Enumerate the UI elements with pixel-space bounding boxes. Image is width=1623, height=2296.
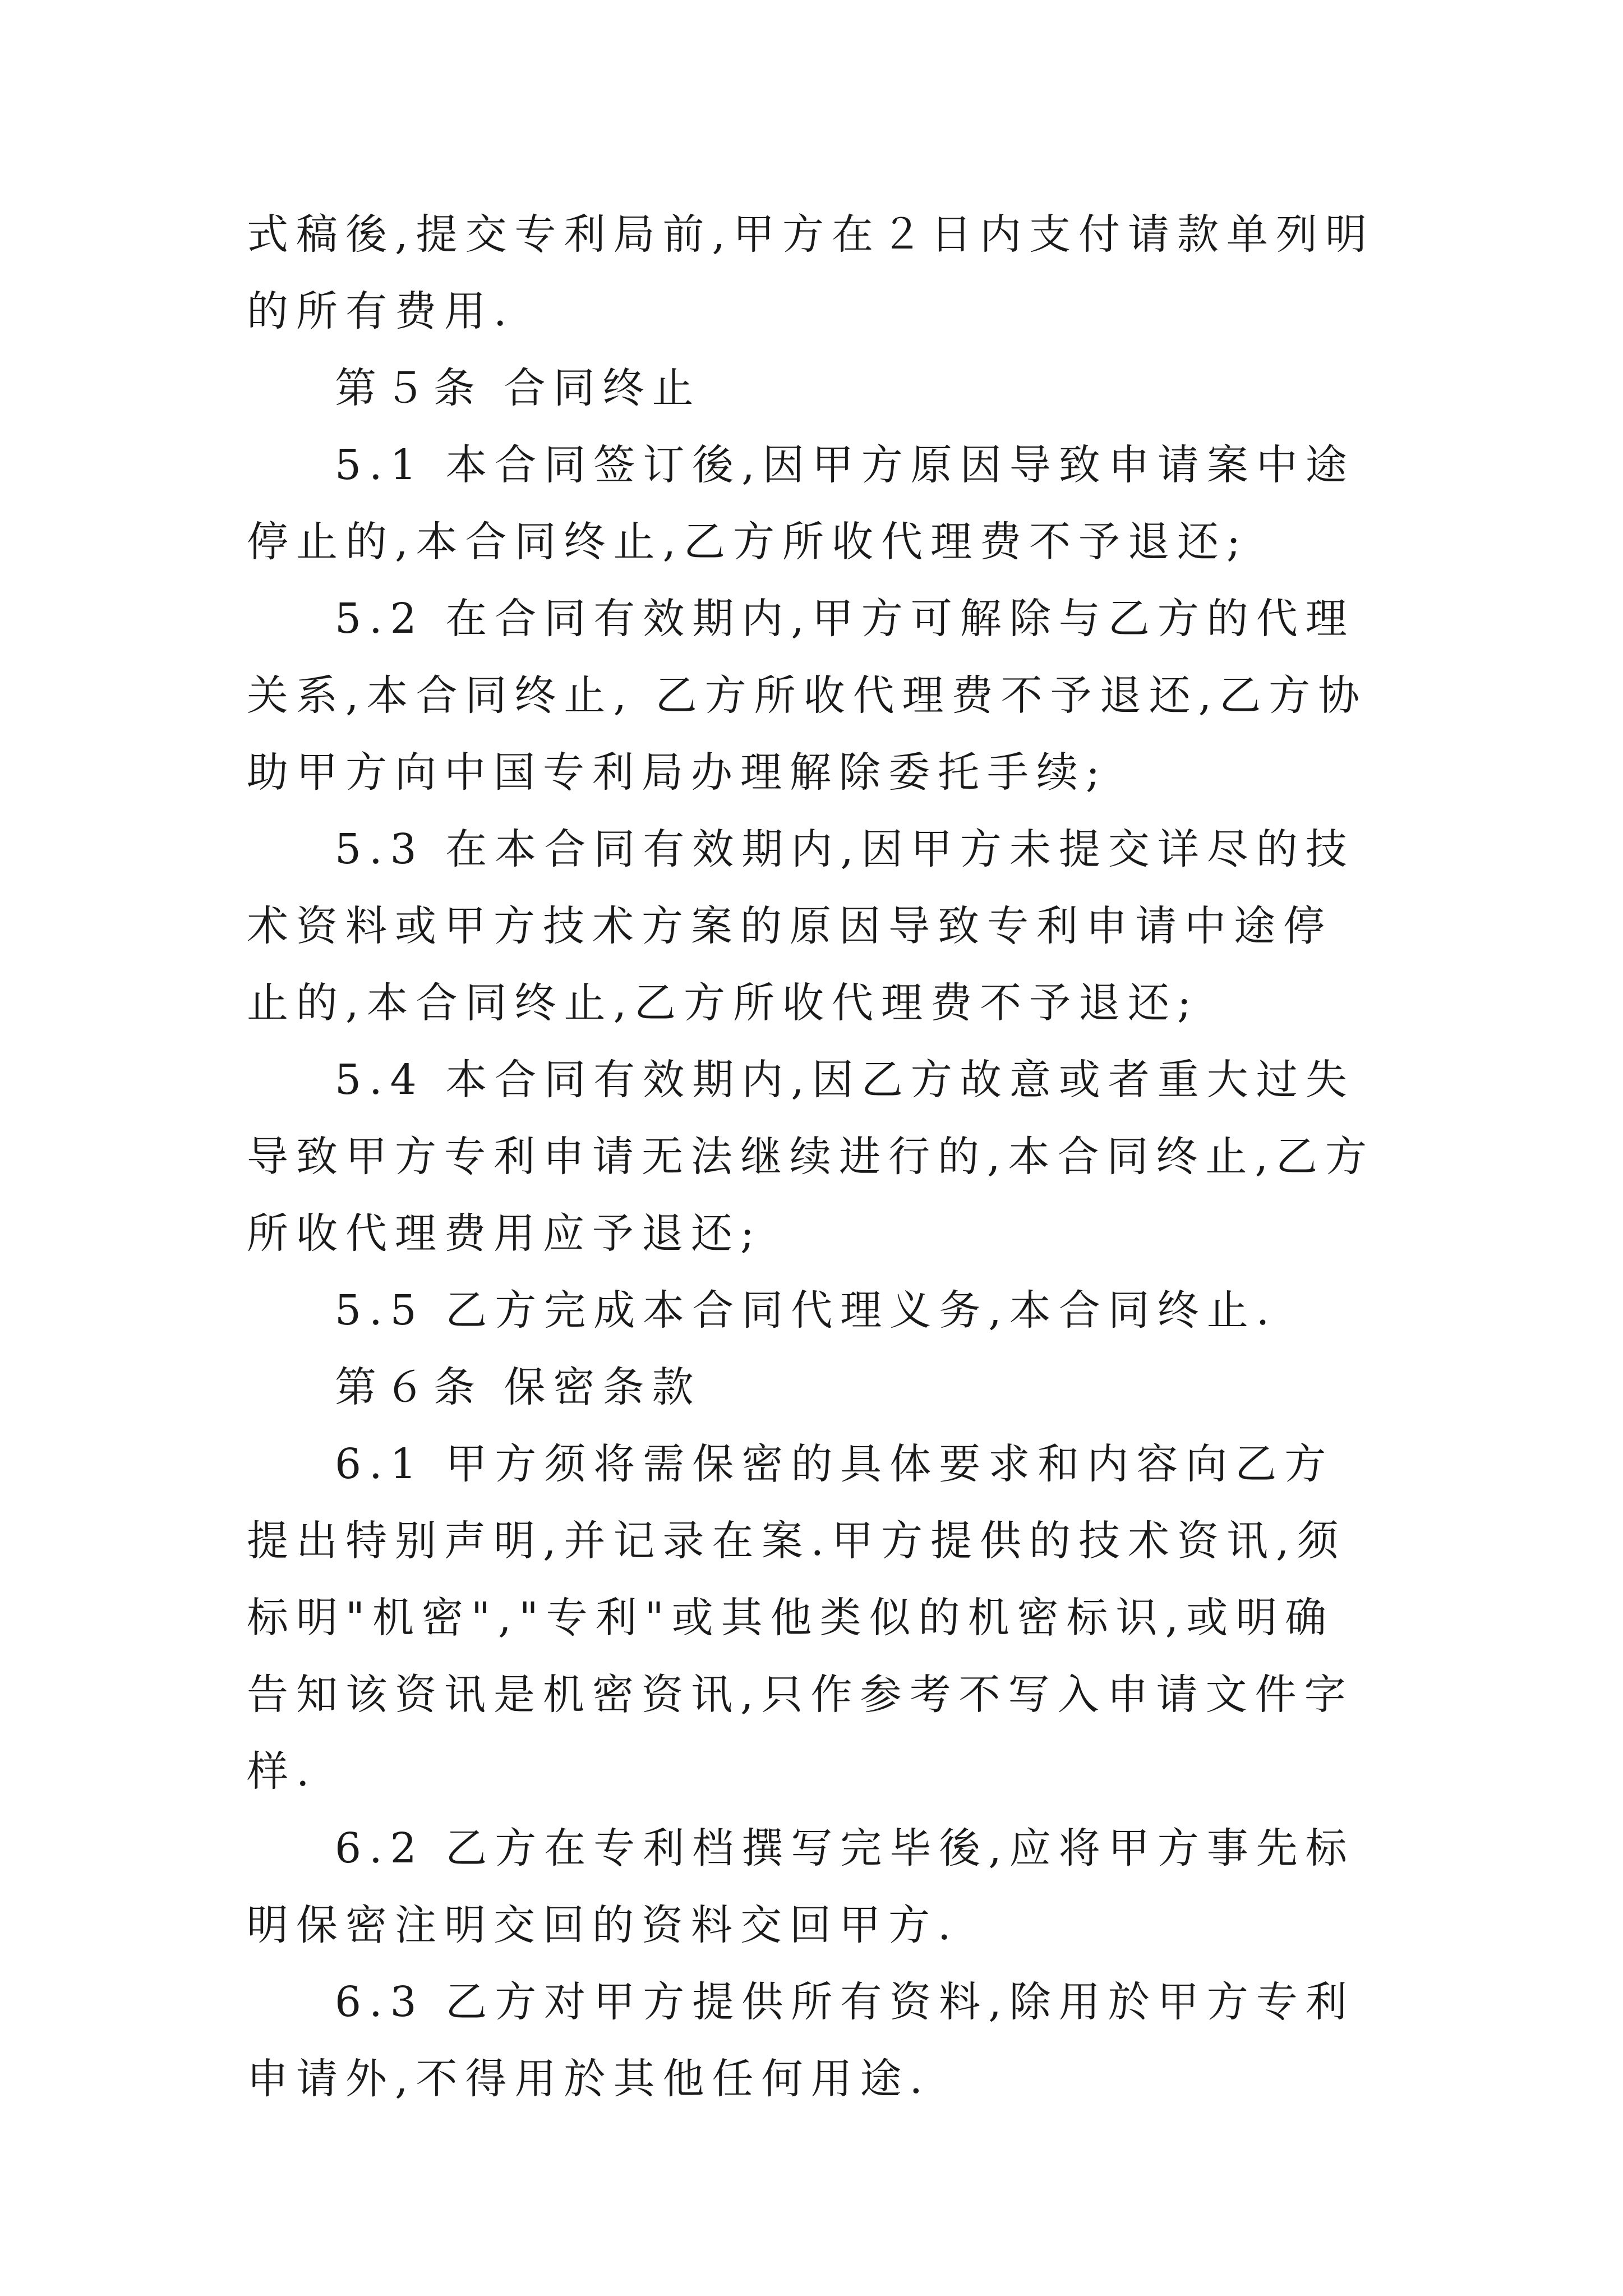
article-5-heading: 第５条 合同终止 [335, 364, 702, 412]
clause-5-5: 5.5 乙方完成本合同代理义务,本合同终止. [335, 1286, 1278, 1335]
clause-5-4: 5.4 本合同有效期内,因乙方故意或者重大过失导致甲方专利申请无法继续进行的,本合同终止,乙方所收代理费用应予退还; [247, 1056, 1375, 1258]
clause-6-2: 6.2 乙方在专利档撰写完毕後,应将甲方事先标明保密注明交回的资料交回甲方. [247, 1824, 1355, 1949]
clause-5-2: 5.2 在合同有效期内,甲方可解除与乙方的代理关系,本合同终止, 乙方所收代理费不予退还,乙方协助甲方向中国专利局办理解除委托手续; [247, 595, 1368, 797]
paragraph-fee-payment: 式稿後,提交专利局前,甲方在２日内支付请款单列明的所有费用. [247, 210, 1375, 335]
document-body [247, 196, 1380, 2118]
clause-6-1: 6.1 甲方须将需保密的具体要求和内容向乙方提出特别声明,并记录在案.甲方提供的技术资讯,须标明"机密","专利"或其他类似的机密标识,或明确告知该资讯是机密资讯,只作参考不写入申请文件字样. [247, 1440, 1354, 1796]
clause-5-3: 5.3 在本合同有效期内,因甲方未提交详尽的技术资料或甲方技术方案的原因导致专利申请中途停止的,本合同终止,乙方所收代理费不予退还; [247, 825, 1355, 1027]
clause-5-1: 5.1 本合同签订後,因甲方原因导致申请案中途停止的,本合同终止,乙方所收代理费不予退还; [247, 441, 1355, 566]
clause-6-3: 6.3 乙方对甲方提供所有资料,除用於甲方专利申请外,不得用於其他任何用途. [247, 1978, 1355, 2103]
article-6-heading: 第６条 保密条款 [335, 1363, 702, 1411]
